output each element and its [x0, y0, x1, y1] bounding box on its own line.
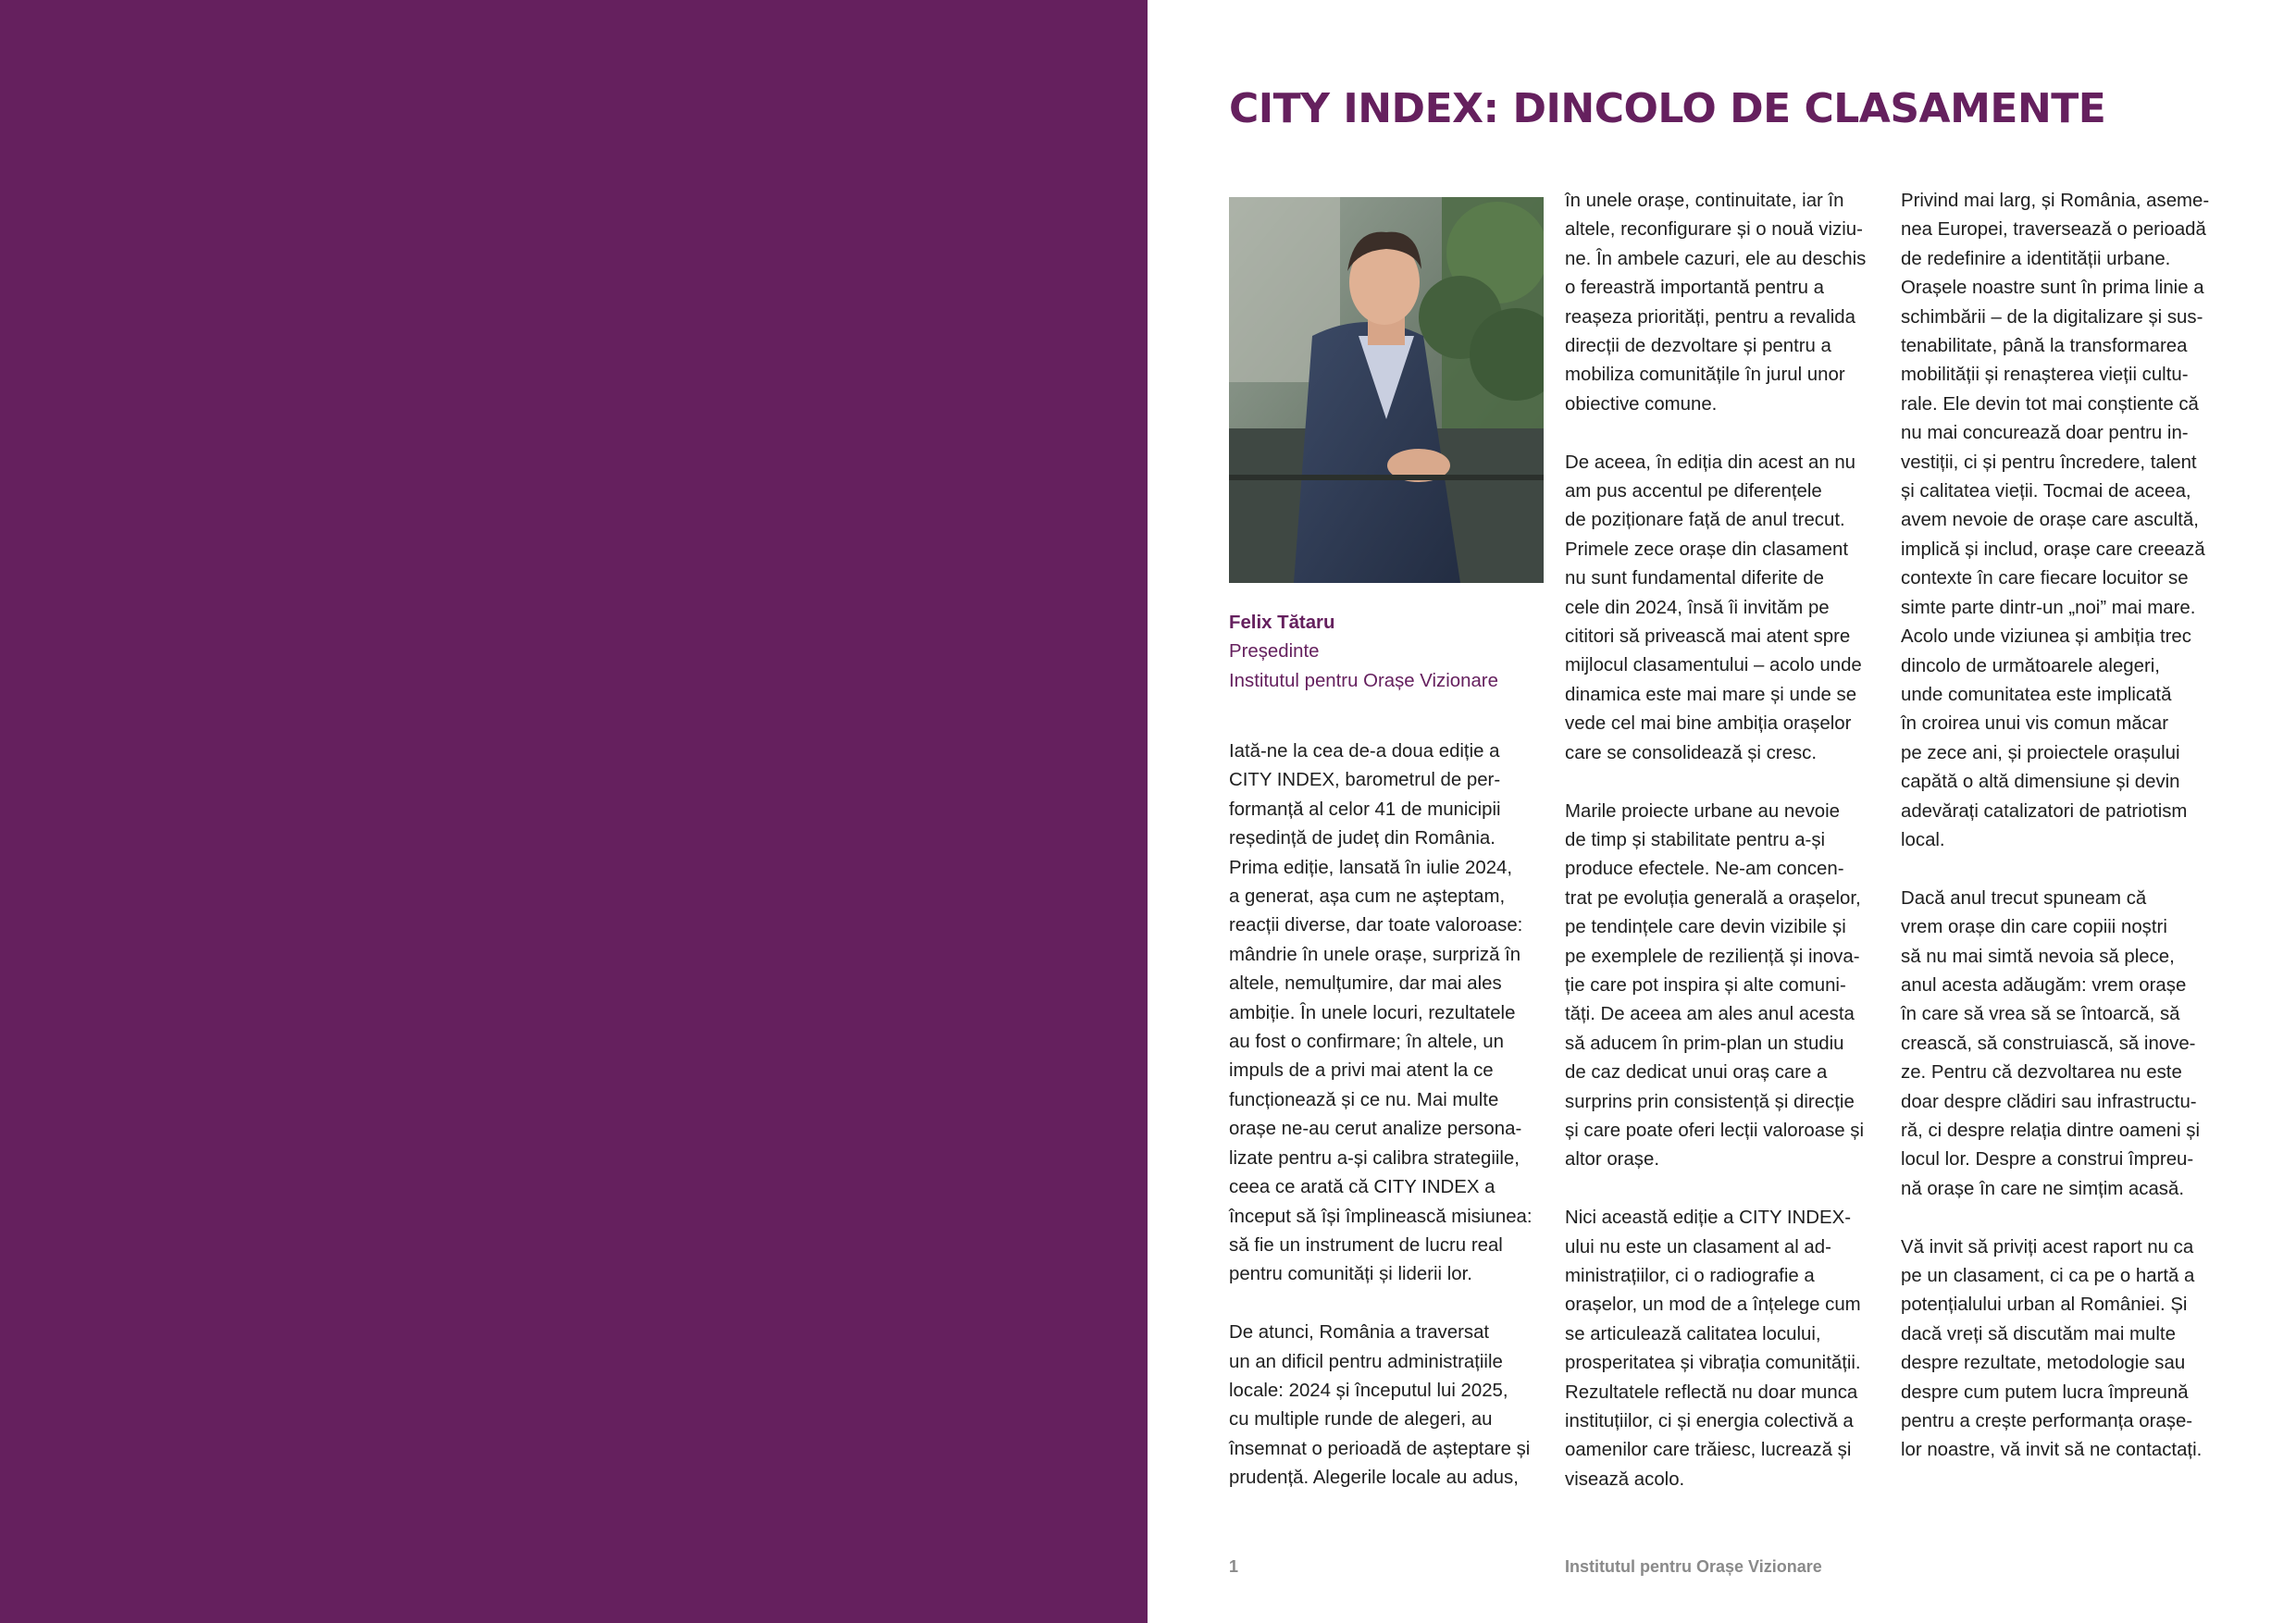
paragraph: în unele orașe, continuitate, iar în altele, reconfigurare și o nouă viziu- ne. În ambele cazuri, ele au deschis o fereastră importantă pentru a reașeza priorități, pentru a revalida direcții de dezvoltare și pentru a mobiliza comunitățile în jurul unor obiective comune.: [1565, 191, 1867, 415]
portrait-photo: [1229, 197, 1544, 583]
paragraph: Nici această ediție a CITY INDEX- ului nu este un clasament al ad- ministrațiilor, ci o radiografie a orașelor, un mod de a înțelege cum se articulează calitatea locului, prosperitatea și vibrația comunității. Rezultatele reflectă nu doar munca instituțiilor, ci și energia colectivă a oamenilor care trăiesc, lucrează și visează acolo.: [1565, 1208, 1861, 1490]
footer-organization: Institutul pentru Orașe Vizionare: [1565, 1557, 1822, 1576]
page-number: 1: [1229, 1557, 1239, 1576]
paragraph: Vă invit să priviți acest raport nu ca pe un clasament, ci ca pe o hartă a potențialului urban al României. Și dacă vreți să discutăm mai multe despre rezultate, metodologie sau despre cum putem lucra împreună pentru a crește performanța orașe- lor noastre, vă invit să ne contactați.: [1901, 1236, 2203, 1461]
caption-organization: Institutul pentru Orașe Vizionare: [1229, 670, 1498, 691]
text-column-3: [1901, 187, 2220, 1494]
text-column-2: [1565, 187, 1884, 1524]
paragraph: Privind mai larg, și România, aseme- nea Europei, traversează o perioadă de redefinire a identității urbane. Orașele noastre sunt în prima linie a schimbării – de la digitalizare și sus- tenabilitate, până la transformarea mobilității și renașterea vieții cultu- rale. Ele devin tot mai conștiente că nu mai concurează doar pentru in- vestiții, ci și pentru încredere, talent și calitatea vieții. Tocmai de aceea, avem nevoie de orașe care ascultă, implică și includ, orașe care creează contexte în care fiecare locuitor se simte parte dintr-un „noi” mai mare. Acolo unde viziunea și ambiția trec dincolo de următoarele alegeri, unde comunitatea este implicată în croirea unui vis comun măcar pe zece ani, și proiectele orașului capătă o altă dimensiune și devin adevărați catalizatori de patriotism local.: [1901, 191, 2210, 850]
paragraph: De atunci, România a traversat un an dificil pentru administrațiile locale: 2024 și începutul lui 2025, cu multiple runde de alegeri, au însemnat o perioadă de așteptare și prudență. Alegerile locale au adus,: [1229, 1322, 1531, 1489]
page-title: CITY INDEX: DINCOLO DE CLASAMENTE: [1229, 85, 2106, 132]
paragraph: De aceea, în ediția din acest an nu am pus accentul pe diferențele de poziționare față de anul trecut. Primele zece orașe din clasament nu sunt fundamental diferite de cele din 2024, însă îi invităm pe cititori să privească mai atent spre mijlocul clasamentului – acolo unde dinamica este mai mare și unde se vede cel mai bine ambiția orașelor care se consolidează și cresc.: [1565, 452, 1862, 763]
text-column-1: [1229, 737, 1548, 1522]
photo-caption: [1229, 609, 1562, 696]
caption-role: Președinte: [1229, 641, 1320, 663]
portrait-photo-illustration: [1229, 197, 1544, 583]
paragraph: Dacă anul trecut spuneam că vrem orașe din care copiii noștri să nu mai simtă nevoia să plece, anul acesta adăugăm: vrem orașe în care să vrea să se întoarcă, să crească, să construiască, să inove- ze. Pentru că dezvoltarea nu este doar despre clădiri sau infrastructu- ră, ci despre relația dintre oameni și locul lor. Despre a construi împreu- nă orașe în care ne simțim acasă.: [1901, 887, 2201, 1199]
caption-name: Felix Tătaru: [1229, 613, 1335, 633]
paragraph: Marile proiecte urbane au nevoie de timp și stabilitate pentru a-și produce efectele. Ne-am concen- trat pe evoluția generală a orașelor, pe tendințele care devin vizibile și pe exemplele de reziliență și inova- ție care pot inspira și alte comuni- tăți. De aceea am ales anul acesta să aducem în prim-plan un studiu de caz dedicat unui oraș care a surprins prin consistență și direcție și care poate oferi lecții valoroase și altor orașe.: [1565, 800, 1865, 1171]
paragraph: Iată-ne la cea de-a doua ediție a CITY INDEX, barometrul de per- formanță al celor 41 de municipii reședință de județ din România. Prima ediție, lansată în iulie 2024, a generat, așa cum ne așteptam, reacții diverse, dar toate valoroase: mândrie în unele orașe, surpriză în altele, nemulțumire, dar mai ales ambiție. În unele locuri, rezultatele au fost o confirmare; în altele, un impuls de a privi mai atent la ce funcționează și ce nu. Mai multe orașe ne-au cerut analize persona- lizate pentru a-și calibra strategiile, ceea ce arată că CITY INDEX a început să își împlinească misiunea: să fie un instrument de lucru real pentru comunități și liderii lor.: [1229, 741, 1533, 1285]
